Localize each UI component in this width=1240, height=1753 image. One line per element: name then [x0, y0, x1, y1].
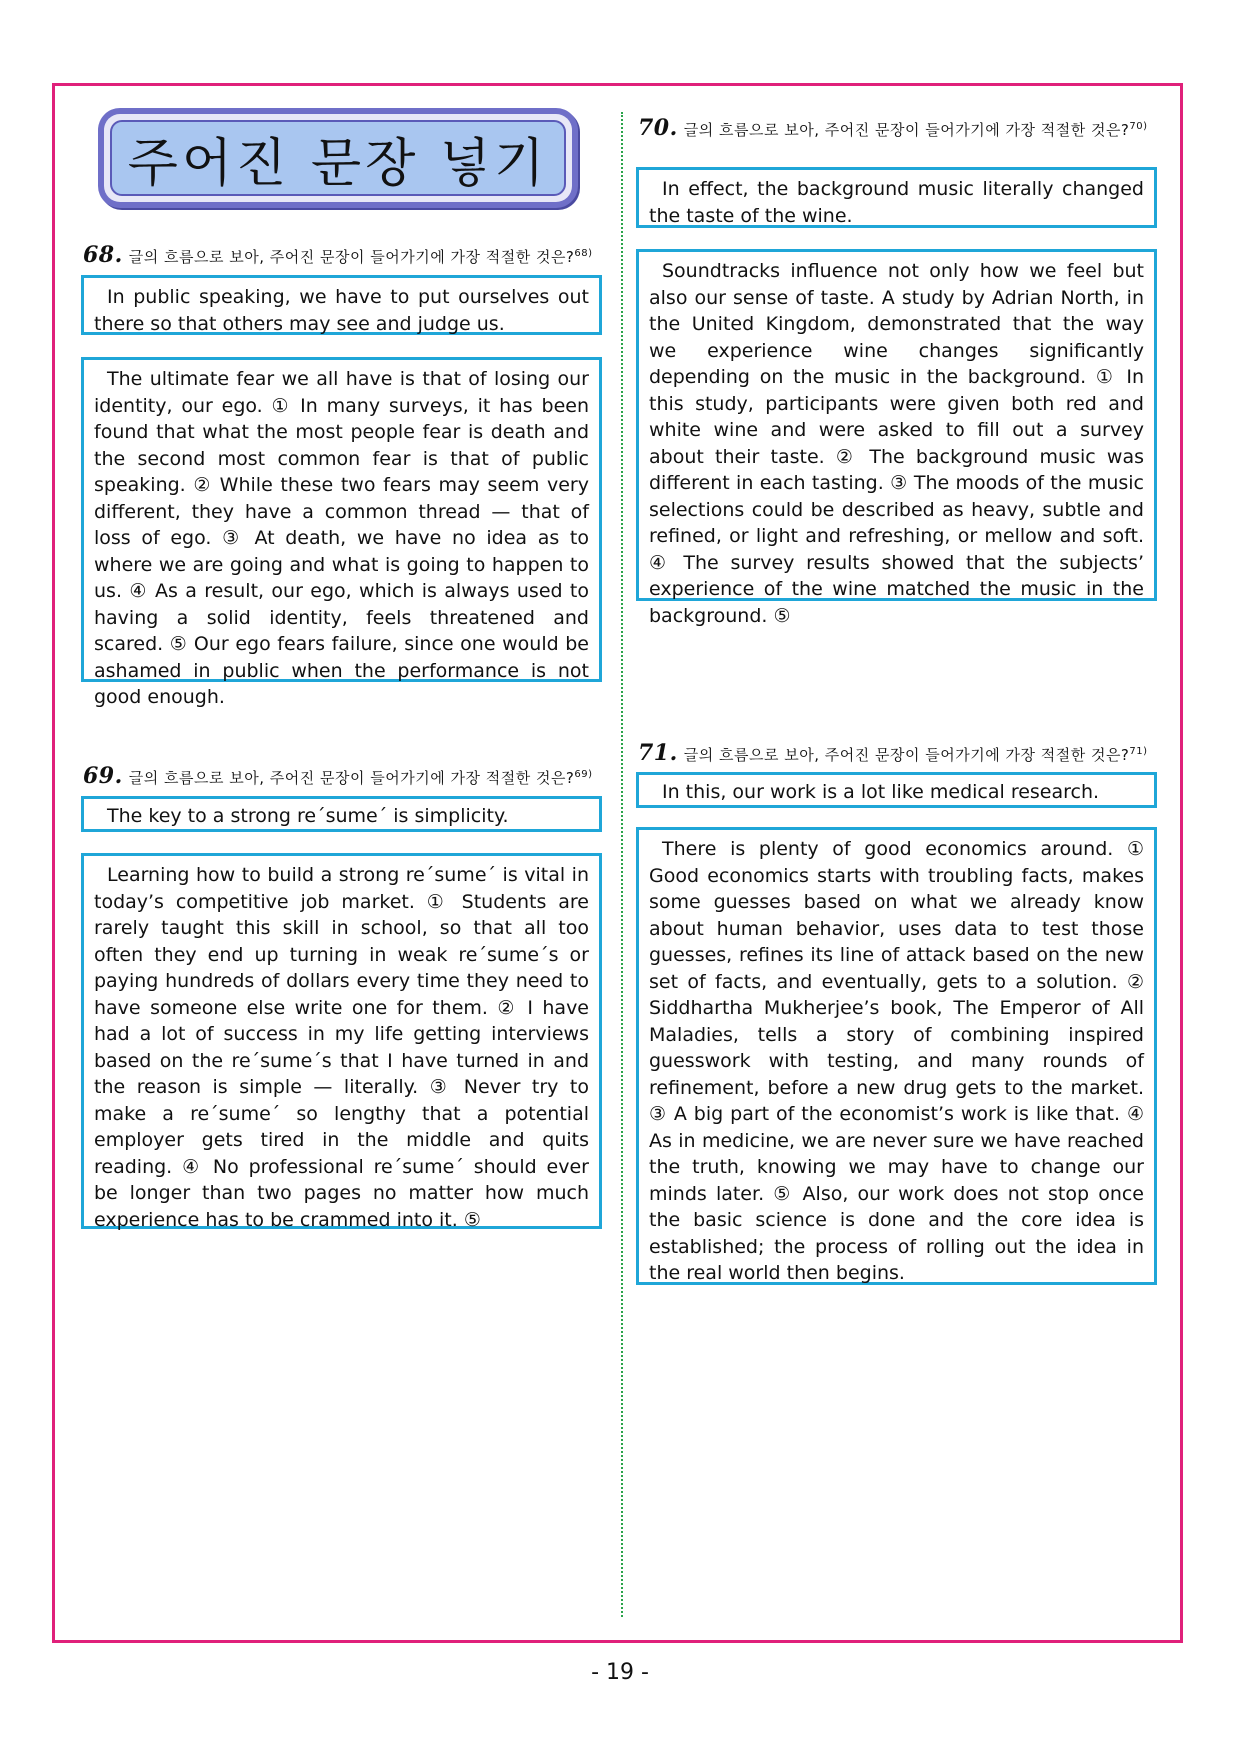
- question-number: 70.: [638, 115, 678, 141]
- question-footnote: 69): [574, 769, 593, 780]
- column-divider: [621, 112, 623, 1617]
- question-70-given-sentence: In effect, the background music literally changed the taste of the wine.: [636, 167, 1157, 228]
- question-68-passage: The ultimate fear we all have is that of losing our identity, our ego. ① In many surveys, it has been found that what the most people fear is death and the second most common fear is that of public speaking. ② While these two fears may seem very different, they have a common thread — that of loss of ego. ③ At death, we have no idea as to where we are going and what is going to happen to us. ④ As a result, our ego, which is always used to having a solid identity, feels threatened and scared. ⑤ Our ego fears failure, since one would be ashamed in public when the performance is not good enough.: [81, 357, 602, 682]
- question-68-given-sentence: In public speaking, we have to put ourselves out there so that others may see and judge us.: [81, 275, 602, 335]
- question-70-passage: Soundtracks influence not only how we feel but also our sense of taste. A study by Adrian North, in the United Kingdom, demonstrated that the way we experience wine changes significantly depending on the music in the background. ① In this study, participants were given both red and white wine and were asked to fill out a survey about their taste. ② The background music was different in each tasting. ③ The moods of the music selections could be described as heavy, subtle and refined, or light and refreshing, or mellow and soft. ④ The survey results showed that the subjects’ experience of the wine matched the music in the background. ⑤: [636, 249, 1157, 601]
- question-prompt: 글의 흐름으로 보아, 주어진 문장이 들어가기에 가장 적절한 것은?: [128, 769, 575, 787]
- question-number: 68.: [83, 242, 123, 268]
- question-71-given-sentence: In this, our work is a lot like medical research.: [636, 772, 1157, 808]
- question-71-header: [638, 741, 1148, 766]
- question-footnote: 70): [1129, 121, 1148, 132]
- page-number: - 19 -: [591, 1660, 649, 1685]
- question-number: 71.: [638, 740, 678, 766]
- section-title-banner: [98, 108, 578, 208]
- question-68-header: [83, 243, 593, 268]
- question-prompt: 글의 흐름으로 보아, 주어진 문장이 들어가기에 가장 적절한 것은?: [683, 746, 1130, 764]
- question-70-header: [638, 116, 1158, 141]
- question-footnote: 68): [574, 248, 593, 259]
- question-number: 69.: [83, 763, 123, 789]
- question-69-header: [83, 764, 593, 789]
- question-prompt: 글의 흐름으로 보아, 주어진 문장이 들어가기에 가장 적절한 것은?: [683, 121, 1130, 139]
- question-71-passage: There is plenty of good economics around. ① Good economics starts with troubling facts, makes some guesses based on what we already know about human behavior, uses data to test those guesses, refines its line of attack based on the new set of facts, and eventually, gets to a solution. ② Siddhartha Mukherjee’s book, The Emperor of All Maladies, tells a story of combining inspired guesswork with testing, and many rounds of refinement, before a new drug gets to the market. ③ A big part of the economist’s work is like that. ④ As in medicine, we are never sure we have reached the truth, knowing we may have to change our minds later. ⑤ Also, our work does not stop once the basic science is done and the core idea is established; the process of rolling out the idea in the real world then begins.: [636, 827, 1157, 1285]
- question-prompt: 글의 흐름으로 보아, 주어진 문장이 들어가기에 가장 적절한 것은?: [128, 248, 575, 266]
- question-69-given-sentence: The key to a strong re´sume´ is simplicity.: [81, 796, 602, 832]
- question-69-passage: Learning how to build a strong re´sume´ is vital in today’s competitive job market. ① Students are rarely taught this skill in school, so that all too often they end up turning in weak re´sume´s or paying hundreds of dollars every time they need to have someone else write one for them. ② I have had a lot of success in my life getting interviews based on the re´sume´s that I have turned in and the reason is simple — literally. ③ Never try to make a re´sume´ so lengthy that a potential employer gets tired in the middle and quits reading. ④ No professional re´sume´ should ever be longer than two pages no matter how much experience has to be crammed into it. ⑤: [81, 853, 602, 1229]
- question-footnote: 71): [1129, 746, 1148, 757]
- section-title: 주어진 문장 넣기: [127, 133, 549, 194]
